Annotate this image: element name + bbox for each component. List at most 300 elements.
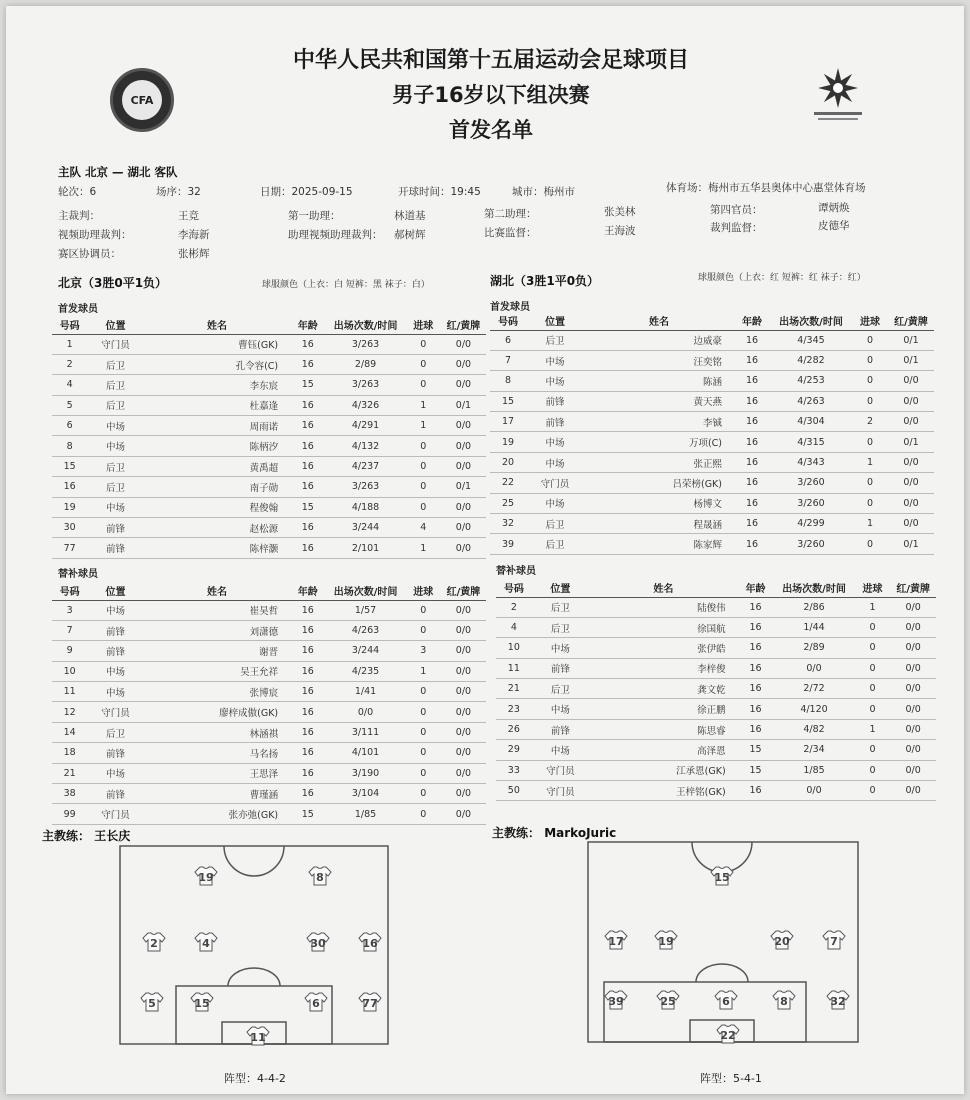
player-shirt-icon: [141, 993, 163, 1011]
cell-name: 刘潇德: [144, 620, 290, 640]
cell-age: 16: [290, 518, 325, 538]
cell-position: 守门员: [526, 473, 584, 493]
cell-position: 前锋: [87, 538, 144, 558]
table-row: [52, 538, 486, 558]
cell-cards: 0/0: [441, 804, 486, 824]
cell-cards: 0/0: [441, 784, 486, 804]
home-team-record: 北京（3胜0平1负）: [58, 276, 168, 290]
shirt-number: 15: [194, 997, 210, 1010]
column-header-name: 姓名: [584, 312, 734, 330]
column-header-cards: 红/黄牌: [441, 582, 486, 600]
cell-appearances: 1/41: [325, 682, 405, 702]
var: 李海新: [178, 229, 210, 241]
column-header-position: 位置: [532, 579, 589, 597]
cell-name: 谢晋: [144, 641, 290, 661]
cell-number: 19: [52, 497, 87, 517]
table-row: [52, 375, 486, 395]
cell-position: 守门员: [87, 702, 144, 722]
cell-cards: 0/0: [888, 371, 934, 391]
cell-age: 16: [738, 658, 774, 678]
shirt-number: 25: [660, 995, 676, 1008]
ref-assessor-label: 裁判监督：: [710, 222, 763, 234]
column-header-age: 年龄: [734, 312, 770, 330]
cell-cards: 0/0: [888, 452, 934, 472]
cell-age: 16: [290, 620, 325, 640]
cell-age: 16: [290, 334, 325, 354]
cell-appearances: 4/82: [773, 719, 854, 739]
shirt-number: 77: [362, 997, 378, 1010]
cell-goals: 0: [406, 456, 441, 476]
cell-goals: 0: [855, 699, 891, 719]
avar: 郝树辉: [394, 229, 426, 241]
cell-position: 后卫: [532, 679, 589, 699]
cell-age: 16: [734, 391, 770, 411]
table-row: [52, 641, 486, 661]
cell-goals: 3: [406, 641, 441, 661]
cell-name: 陆俊伟: [589, 597, 738, 617]
cell-age: 16: [290, 477, 325, 497]
player-shirt-icon: [307, 933, 329, 951]
table-row: [496, 658, 936, 678]
fourth-official: 谭炳焕: [818, 202, 850, 214]
cell-goals: 0: [406, 702, 441, 722]
cell-goals: 0: [855, 781, 891, 801]
cell-appearances: 4/237: [325, 456, 405, 476]
cell-name: 边威豪: [584, 330, 734, 350]
table-row: [52, 436, 486, 456]
cell-position: 后卫: [87, 722, 144, 742]
sub-title: 男子16岁以下组决赛: [392, 83, 590, 107]
cell-age: 15: [290, 375, 325, 395]
table-row: [52, 661, 486, 681]
column-header-appearances: 出场次数/时间: [773, 579, 854, 597]
cell-name: 张博宸: [144, 682, 290, 702]
cell-name: 张正熙: [584, 452, 734, 472]
table-row: [490, 330, 934, 350]
city: 城市：梅州市: [512, 186, 575, 198]
away-coach-label: 主教练：: [492, 826, 541, 840]
cell-age: 16: [290, 641, 325, 661]
referee: 王竞: [178, 210, 199, 222]
shirt-number: 11: [250, 1031, 266, 1044]
table-row: [490, 493, 934, 513]
cell-position: 前锋: [87, 518, 144, 538]
table-row: [52, 620, 486, 640]
cell-number: 7: [490, 350, 526, 370]
cell-goals: 0: [406, 375, 441, 395]
cell-goals: 0: [406, 763, 441, 783]
cfa-logo-text: CFA: [122, 80, 162, 120]
table-row: [52, 497, 486, 517]
shirt-number: 32: [830, 995, 846, 1008]
cell-cards: 0/0: [888, 514, 934, 534]
cell-age: 16: [734, 514, 770, 534]
cell-cards: 0/0: [441, 682, 486, 702]
home-kit-colors: 球服颜色（上衣：白 短裤：黑 袜子：白）: [262, 280, 430, 290]
table-row: [490, 432, 934, 452]
cell-appearances: 3/244: [325, 518, 405, 538]
column-header-goals: 进球: [855, 579, 891, 597]
cell-age: 16: [734, 412, 770, 432]
cell-age: 16: [734, 473, 770, 493]
cell-age: 16: [734, 452, 770, 472]
player-shirt-icon: [605, 991, 627, 1009]
cell-name: 龚文乾: [589, 679, 738, 699]
column-header-cards: 红/黄牌: [890, 579, 936, 597]
home-coach-label: 主教练：: [42, 829, 91, 843]
cell-cards: 0/0: [888, 391, 934, 411]
player-shirt-icon: [655, 931, 677, 949]
cell-position: 后卫: [532, 617, 589, 637]
cell-goals: 0: [406, 722, 441, 742]
player-shirt-icon: [771, 931, 793, 949]
cell-age: 15: [738, 740, 774, 760]
cell-name: 曹瑾涵: [144, 784, 290, 804]
cell-appearances: 2/34: [773, 740, 854, 760]
cell-age: 16: [734, 330, 770, 350]
cell-name: 徐正鹏: [589, 699, 738, 719]
cell-cards: 0/1: [441, 395, 486, 415]
cell-appearances: 4/253: [770, 371, 852, 391]
player-shirt-icon: [305, 993, 327, 1011]
cell-goals: 0: [406, 743, 441, 763]
cell-cards: 0/0: [890, 658, 936, 678]
player-shirt-icon: [195, 933, 217, 951]
table-row: [496, 740, 936, 760]
cell-appearances: 4/345: [770, 330, 852, 350]
player-shirt-icon: [715, 991, 737, 1009]
cell-age: 16: [290, 436, 325, 456]
cell-number: 33: [496, 760, 532, 780]
player-shirt-icon: [359, 993, 381, 1011]
cell-cards: 0/0: [890, 679, 936, 699]
cell-cards: 0/0: [890, 638, 936, 658]
table-row: [490, 473, 934, 493]
cell-name: 高泽恩: [589, 740, 738, 760]
table-row: [52, 416, 486, 436]
table-row: [496, 719, 936, 739]
shirt-number: 16: [362, 937, 378, 950]
cell-number: 17: [490, 412, 526, 432]
cell-position: 前锋: [526, 391, 584, 411]
cell-name: 李梓俊: [589, 658, 738, 678]
cell-appearances: 3/104: [325, 784, 405, 804]
shirt-number: 19: [198, 871, 214, 884]
player-shirt-icon: [657, 991, 679, 1009]
cell-goals: 0: [852, 391, 888, 411]
cell-number: 12: [52, 702, 87, 722]
cell-cards: 0/1: [888, 330, 934, 350]
cell-appearances: 2/101: [325, 538, 405, 558]
table-row: [52, 702, 486, 722]
table-row: [490, 350, 934, 370]
cell-goals: 1: [406, 416, 441, 436]
cell-name: 南子勋: [144, 477, 290, 497]
cell-number: 21: [496, 679, 532, 699]
cell-number: 18: [52, 743, 87, 763]
cell-cards: 0/0: [441, 743, 486, 763]
cell-name: 黄禹超: [144, 456, 290, 476]
cell-goals: 0: [406, 477, 441, 497]
cell-position: 后卫: [87, 395, 144, 415]
cell-number: 5: [52, 395, 87, 415]
column-header-position: 位置: [87, 316, 144, 334]
cell-appearances: 2/89: [773, 638, 854, 658]
cell-position: 守门员: [87, 334, 144, 354]
column-header-number: 号码: [52, 582, 87, 600]
cell-age: 16: [290, 661, 325, 681]
supervisor: 王海波: [604, 225, 636, 237]
home-formation-pitch: [118, 844, 390, 1046]
cell-goals: 1: [855, 719, 891, 739]
cell-appearances: 3/244: [325, 641, 405, 661]
player-shirt-icon: [605, 931, 627, 949]
column-header-age: 年龄: [738, 579, 774, 597]
cell-name: 杨博文: [584, 493, 734, 513]
cell-number: 15: [490, 391, 526, 411]
table-header-row: [52, 582, 486, 600]
cell-name: 张亦弛(GK): [144, 804, 290, 824]
shirt-number: 22: [720, 1029, 736, 1042]
cell-goals: 2: [852, 412, 888, 432]
cell-name: 王梓铭(GK): [589, 781, 738, 801]
cell-age: 16: [290, 784, 325, 804]
table-row: [496, 760, 936, 780]
cell-number: 9: [52, 641, 87, 661]
cell-name: 周雨诺: [144, 416, 290, 436]
table-row: [52, 354, 486, 374]
cell-appearances: 0/0: [325, 702, 405, 722]
cell-position: 中场: [526, 432, 584, 452]
cell-age: 16: [738, 781, 774, 801]
cell-number: 22: [490, 473, 526, 493]
player-shirt-icon: [195, 867, 217, 885]
cell-cards: 0/0: [441, 354, 486, 374]
cell-cards: 0/1: [888, 432, 934, 452]
shirt-number: 8: [316, 871, 324, 884]
shirt-number: 15: [714, 871, 730, 884]
cell-cards: 0/0: [888, 473, 934, 493]
column-header-number: 号码: [496, 579, 532, 597]
cell-number: 6: [490, 330, 526, 350]
home-coach: [42, 827, 130, 844]
cell-appearances: 4/304: [770, 412, 852, 432]
cell-age: 16: [290, 743, 325, 763]
home-starters-table: [52, 316, 486, 559]
table-row: [52, 784, 486, 804]
cell-appearances: 1/44: [773, 617, 854, 637]
cell-cards: 0/0: [441, 702, 486, 722]
shirt-number: 20: [774, 935, 790, 948]
cell-name: 张伊皓: [589, 638, 738, 658]
cell-number: 10: [52, 661, 87, 681]
away-coach-name: MarkoJuric: [544, 826, 617, 840]
cell-position: 前锋: [532, 719, 589, 739]
cell-cards: 0/0: [441, 641, 486, 661]
cell-number: 8: [490, 371, 526, 391]
player-shirt-icon: [717, 1025, 739, 1043]
table-row: [490, 452, 934, 472]
player-shirt-icon: [823, 931, 845, 949]
cell-name: 廖梓成傲(GK): [144, 702, 290, 722]
player-shirt-icon: [827, 991, 849, 1009]
cell-appearances: 4/326: [325, 395, 405, 415]
cell-age: 16: [290, 763, 325, 783]
cell-cards: 0/0: [441, 416, 486, 436]
cell-number: 4: [52, 375, 87, 395]
column-header-appearances: 出场次数/时间: [770, 312, 852, 330]
cell-goals: 1: [852, 452, 888, 472]
cell-cards: 0/0: [890, 719, 936, 739]
coordinator-label: 赛区协调员：: [58, 248, 121, 260]
cell-appearances: 4/235: [325, 661, 405, 681]
var-label: 视频助理裁判：: [58, 229, 132, 241]
cell-name: 崔昊哲: [144, 600, 290, 620]
table-row: [496, 597, 936, 617]
cell-cards: 0/0: [441, 722, 486, 742]
player-shirt-icon: [309, 867, 331, 885]
cell-cards: 0/0: [441, 600, 486, 620]
cell-cards: 0/0: [890, 781, 936, 801]
cell-age: 16: [738, 719, 774, 739]
cell-number: 26: [496, 719, 532, 739]
match-date: 日期：2025-09-15: [260, 186, 353, 198]
cell-age: 16: [738, 617, 774, 637]
cell-goals: 0: [406, 682, 441, 702]
cell-appearances: 1/85: [773, 760, 854, 780]
cell-number: 19: [490, 432, 526, 452]
table-row: [496, 699, 936, 719]
cell-name: 陈梓灏: [144, 538, 290, 558]
cell-name: 程俊翰: [144, 497, 290, 517]
column-header-cards: 红/黄牌: [441, 316, 486, 334]
cell-number: 29: [496, 740, 532, 760]
column-header-age: 年龄: [290, 582, 325, 600]
cfa-logo: [110, 68, 174, 132]
cell-appearances: 4/120: [773, 699, 854, 719]
cell-age: 16: [290, 682, 325, 702]
cell-position: 中场: [87, 661, 144, 681]
cell-name: 吴王允祥: [144, 661, 290, 681]
column-header-goals: 进球: [406, 316, 441, 334]
away-subs-label: 替补球员: [496, 566, 536, 577]
cell-goals: 0: [406, 804, 441, 824]
cell-appearances: 0/0: [773, 781, 854, 801]
fourth-official-label: 第四官员：: [710, 204, 763, 216]
supervisor-label: 比赛监督：: [484, 227, 537, 239]
away-starters-table: [490, 312, 934, 555]
table-row: [496, 781, 936, 801]
cell-position: 后卫: [532, 597, 589, 617]
cell-position: 后卫: [526, 330, 584, 350]
column-header-position: 位置: [526, 312, 584, 330]
cell-appearances: 2/86: [773, 597, 854, 617]
cell-name: 曹钰(GK): [144, 334, 290, 354]
cell-goals: 0: [855, 740, 891, 760]
cell-goals: 0: [855, 658, 891, 678]
column-header-appearances: 出场次数/时间: [325, 316, 405, 334]
cell-age: 16: [290, 722, 325, 742]
cell-position: 中场: [526, 371, 584, 391]
cell-age: 16: [734, 350, 770, 370]
shirt-number: 7: [830, 935, 838, 948]
cell-age: 16: [290, 416, 325, 436]
shirt-number: 6: [312, 997, 320, 1010]
table-row: [490, 412, 934, 432]
cell-number: 4: [496, 617, 532, 637]
cell-appearances: 4/132: [325, 436, 405, 456]
column-header-name: 姓名: [144, 582, 290, 600]
cell-number: 1: [52, 334, 87, 354]
cell-appearances: 4/291: [325, 416, 405, 436]
cell-position: 中场: [532, 740, 589, 760]
cell-position: 守门员: [87, 804, 144, 824]
away-coach: [492, 824, 616, 841]
table-row: [496, 638, 936, 658]
cell-name: 林涵祺: [144, 722, 290, 742]
player-shirt-icon: [773, 991, 795, 1009]
cell-goals: 1: [852, 514, 888, 534]
cell-name: 李铖: [584, 412, 734, 432]
cell-appearances: 3/263: [325, 375, 405, 395]
column-header-cards: 红/黄牌: [888, 312, 934, 330]
cell-position: 中场: [526, 452, 584, 472]
away-starters-label: 首发球员: [490, 302, 530, 313]
table-row: [52, 395, 486, 415]
cell-name: 万项(C): [584, 432, 734, 452]
cell-goals: 0: [855, 638, 891, 658]
cell-position: 前锋: [87, 743, 144, 763]
shirt-number: 4: [202, 937, 210, 950]
table-row: [52, 334, 486, 354]
cell-age: 16: [738, 638, 774, 658]
cell-number: 77: [52, 538, 87, 558]
cell-cards: 0/0: [441, 661, 486, 681]
cell-age: 15: [738, 760, 774, 780]
cell-appearances: 4/299: [770, 514, 852, 534]
cell-age: 16: [734, 432, 770, 452]
cell-number: 16: [52, 477, 87, 497]
shirt-number: 2: [150, 937, 158, 950]
cell-goals: 0: [406, 784, 441, 804]
cell-appearances: 3/263: [325, 477, 405, 497]
cell-appearances: 4/263: [325, 620, 405, 640]
cell-position: 中场: [87, 497, 144, 517]
cell-appearances: 4/188: [325, 497, 405, 517]
cell-cards: 0/0: [890, 740, 936, 760]
cell-goals: 0: [406, 497, 441, 517]
cell-name: 江承恩(GK): [589, 760, 738, 780]
cell-age: 16: [734, 534, 770, 554]
cell-number: 20: [490, 452, 526, 472]
table-header-row: [490, 312, 934, 330]
lineup-sheet: [6, 6, 964, 1094]
cell-position: 中场: [532, 699, 589, 719]
table-row: [52, 477, 486, 497]
cell-cards: 0/0: [441, 436, 486, 456]
cell-cards: 0/0: [888, 412, 934, 432]
table-row: [52, 743, 486, 763]
sheet-title: 首发名单: [449, 118, 533, 142]
column-header-position: 位置: [87, 582, 144, 600]
venue: 体育场：梅州市五华县奥体中心惠堂体育场: [666, 182, 866, 194]
ref-assessor: 皮德华: [818, 220, 850, 232]
referee-label: 主裁判：: [58, 210, 100, 222]
table-row: [52, 722, 486, 742]
column-header-name: 姓名: [144, 316, 290, 334]
shirt-number: 8: [780, 995, 788, 1008]
home-subs-table: [52, 582, 486, 825]
